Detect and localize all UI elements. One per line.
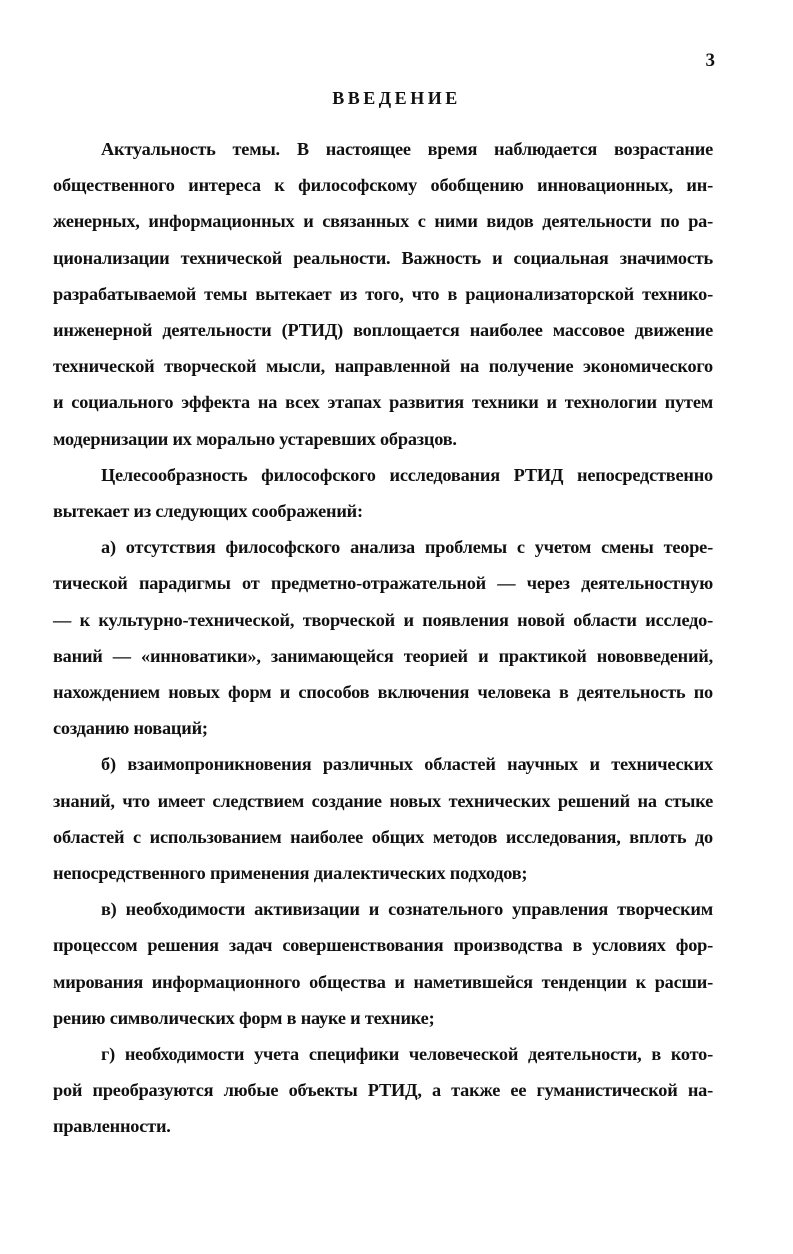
document-body bbox=[53, 131, 713, 1145]
text-line: модернизации их морально устаревших образцов. bbox=[53, 428, 457, 449]
paragraph-expediency bbox=[53, 457, 713, 529]
paragraph-relevance bbox=[53, 131, 713, 457]
text-line: в) необходимости активизации и сознательного управления творческим bbox=[101, 899, 713, 920]
text-line: б) взаимопроникновения различных областей научных и технических bbox=[101, 754, 713, 775]
list-item-a bbox=[53, 529, 713, 746]
text-line: правленности. bbox=[53, 1116, 171, 1137]
list-item-v bbox=[53, 891, 713, 1036]
text-line: г) необходимости учета специфики человеческой деятельности, в кото- bbox=[101, 1044, 713, 1065]
list-item-b bbox=[53, 746, 713, 891]
page-title: ВВЕДЕНИЕ bbox=[332, 88, 461, 108]
text-line: тической парадигмы от предметно-отражательной — через деятельностную bbox=[53, 573, 713, 594]
text-line: нахождением новых форм и способов включения человека в деятельность по bbox=[53, 682, 713, 703]
text-line: и социального эффекта на всех этапах развития техники и технологии путем bbox=[53, 392, 713, 413]
text-line: — к культурно-технической, творческой и появления новой области исследо- bbox=[53, 609, 713, 630]
text-line: непосредственного применения диалектических подходов; bbox=[53, 863, 528, 884]
text-line: женерных, информационных и связанных с ними видов деятельности по ра- bbox=[53, 211, 713, 232]
text-line bbox=[53, 131, 713, 167]
text-line: вытекает из следующих соображений: bbox=[53, 501, 363, 522]
run-in-heading: Актуальность темы. bbox=[101, 139, 280, 159]
list-item-g bbox=[53, 1036, 713, 1145]
text-line: знаний, что имеет следствием создание новых технических решений на стыке bbox=[53, 790, 713, 811]
text-line: областей с использованием наиболее общих методов исследования, вплоть до bbox=[53, 826, 713, 847]
text-line: общественного интереса к философскому обобщению инновационных, ин- bbox=[53, 175, 713, 196]
text-line: ционализации технической реальности. Важность и социальная значимость bbox=[53, 247, 713, 268]
page-number: 3 bbox=[705, 50, 715, 71]
text-line: созданию новаций; bbox=[53, 718, 208, 739]
text-line: процессом решения задач совершенствования производства в условиях фор- bbox=[53, 935, 713, 956]
text-line: Целесообразность философского исследования РТИД непосредственно bbox=[101, 464, 713, 485]
text-line: ваний — «инноватики», занимающейся теорией и практикой нововведений, bbox=[53, 645, 713, 666]
text-line: рению символических форм в науке и технике; bbox=[53, 1007, 435, 1028]
text-line: рой преобразуются любые объекты РТИД, а также ее гуманистической на- bbox=[53, 1080, 713, 1101]
text-line: а) отсутствия философского анализа проблемы с учетом смены теоре- bbox=[101, 537, 713, 558]
text-line: технической творческой мысли, направленной на получение экономического bbox=[53, 356, 713, 377]
text-fragment: В настоящее время наблюдается возрастание bbox=[279, 139, 713, 159]
text-line: мирования информационного общества и наметившейся тенденции к расши- bbox=[53, 971, 713, 992]
text-line: разрабатываемой темы вытекает из того, что в рационализаторской технико- bbox=[53, 283, 713, 304]
text-line: инженерной деятельности (РТИД) воплощается наиболее массовое движение bbox=[53, 320, 713, 341]
